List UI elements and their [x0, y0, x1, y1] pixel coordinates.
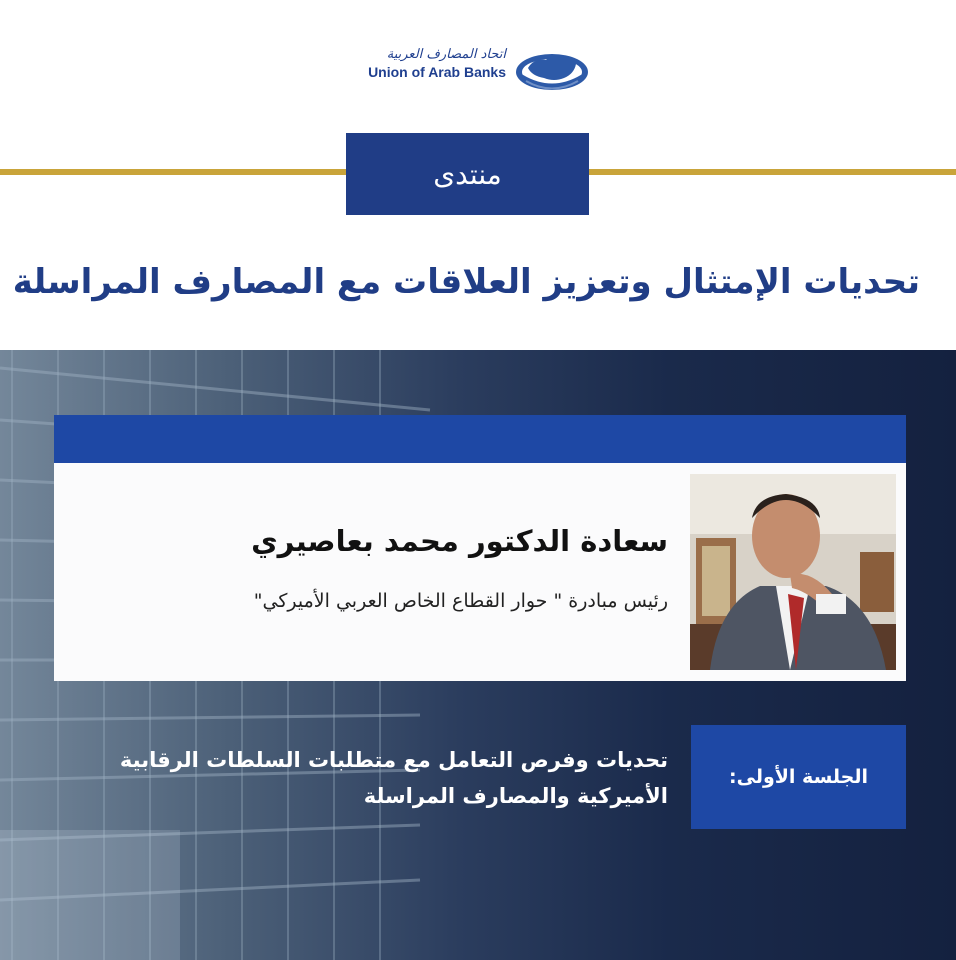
session-title-line-2: الأميركية والمصارف المراسلة — [363, 784, 668, 808]
globe-logo-icon — [514, 44, 590, 94]
session-label-box — [691, 725, 906, 829]
header-section — [0, 0, 956, 350]
session-title — [120, 742, 668, 814]
gold-divider-right — [589, 169, 956, 175]
speaker-card-header-bar — [54, 415, 906, 463]
logo-english-name: Union of Arab Banks — [368, 64, 506, 80]
speaker-role: رئيس مبادرة " حوار القطاع الخاص العربي الأميركي" — [253, 590, 668, 612]
session-label: الجلسة الأولى: — [729, 766, 868, 788]
union-of-arab-banks-logo — [348, 42, 593, 94]
page-title: تحديات الإمتثال وتعزيز العلاقات مع المصارف المراسلة — [12, 262, 920, 302]
forum-label: منتدى — [433, 157, 502, 191]
logo-text — [348, 46, 506, 81]
speaker-photo — [690, 474, 896, 670]
forum-label-box — [346, 133, 589, 215]
gold-divider-left — [0, 169, 346, 175]
logo-arabic-name: اتحاد المصارف العربية — [386, 47, 506, 62]
session-title-line-1: تحديات وفرص التعامل مع متطلبات السلطات الرقابية — [119, 748, 668, 772]
speaker-name: سعادة الدكتور محمد بعاصيري — [251, 524, 668, 558]
